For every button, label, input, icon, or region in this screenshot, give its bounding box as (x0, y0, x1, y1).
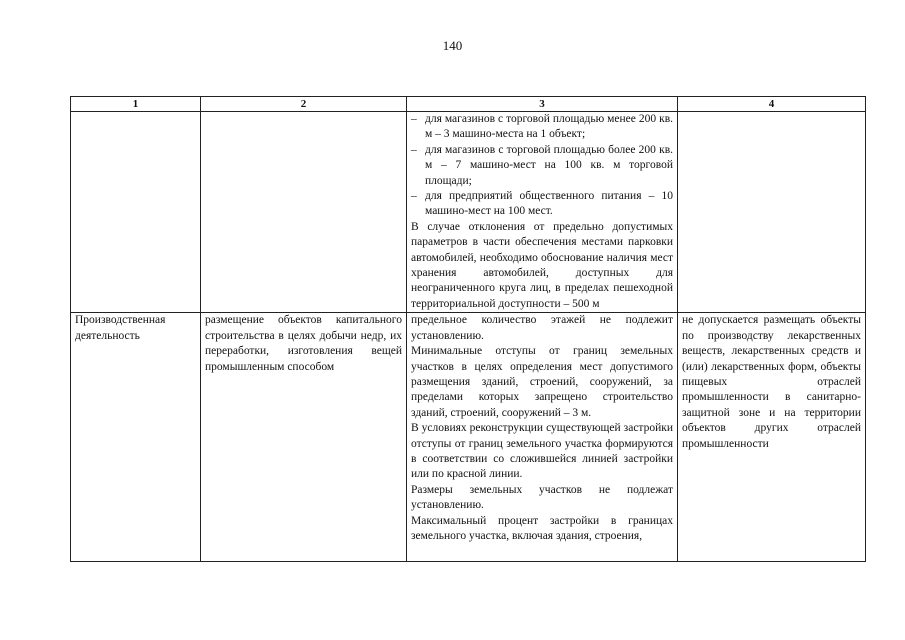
table-row (71, 313, 866, 562)
paragraph: В условиях реконструкции существующей застройки отступы от границ земельного участка формируются в соответствии со сложившейся линией застройки или по красной линии. (411, 422, 673, 481)
use-description: размещение объектов капитального строительства в целях добычи недр, их переработки, изготовления вещей промышленным способом (205, 314, 402, 373)
header-col-2: 2 (201, 97, 407, 112)
row1-col1 (71, 112, 201, 313)
paragraph: Минимальные отступы от границ земельных участков в целях определения мест допустимого размещения зданий, строений, сооружений, за пределами которых запрещено строительство зданий, строений, сооружений – 3 м. (411, 345, 673, 419)
paragraph: Размеры земельных участков не подлежат установлению. (411, 483, 673, 512)
row2-col2 (201, 313, 407, 562)
row2-col4 (678, 313, 866, 562)
dash-marker: – (411, 113, 417, 125)
list-item (411, 112, 673, 143)
row1-col2 (201, 112, 407, 313)
row2-col1 (71, 313, 201, 562)
list-item-text: для магазинов с торговой площадью более 200 кв. м – 7 машино-мест на 100 кв. м торговой площади; (425, 143, 673, 187)
table-header-row (71, 97, 866, 112)
list-item (411, 189, 673, 220)
paragraph: предельное количество этажей не подлежит установлению. (411, 314, 673, 342)
list-item-text: для предприятий общественного питания – 10 машино-мест на 100 мест. (425, 190, 673, 218)
page-number: 140 (442, 38, 463, 53)
use-type: Производственная деятельность (75, 314, 166, 342)
table-row (71, 112, 866, 313)
restrictions: не допускается размещать объекты по производству лекарственных веществ, лекарственных средств и (или) лекарственных форм, объекты пищевых отраслей промышленности в санитарно-защитной зоне и на территории объектов других отраслей промышленности (682, 314, 861, 450)
row2-col3 (407, 313, 678, 562)
header-col-1: 1 (71, 97, 201, 112)
row1-col3 (407, 112, 678, 313)
dash-marker: – (411, 190, 417, 203)
dash-marker: – (411, 143, 417, 156)
header-col-4: 4 (678, 97, 866, 112)
list-item-text: для магазинов с торговой площадью менее 200 кв. м – 3 машино-места на 1 объект; (425, 113, 673, 141)
row1-col4 (678, 112, 866, 313)
paragraph: В случае отклонения от предельно допустимых параметров в части обеспечения местами парковки автомобилей, необходимо обоснование наличия мест хранения автомобилей, доступных для неограниченного круга лиц, в пределах пешеходной территориальной доступности – 500 м (411, 220, 673, 310)
list-item (411, 143, 673, 189)
paragraph: Максимальный процент застройки в границах земельного участка, включая здания, строения, (411, 514, 673, 542)
regulations-table (70, 96, 866, 562)
parameters-block (411, 313, 673, 561)
header-col-3: 3 (407, 97, 678, 112)
